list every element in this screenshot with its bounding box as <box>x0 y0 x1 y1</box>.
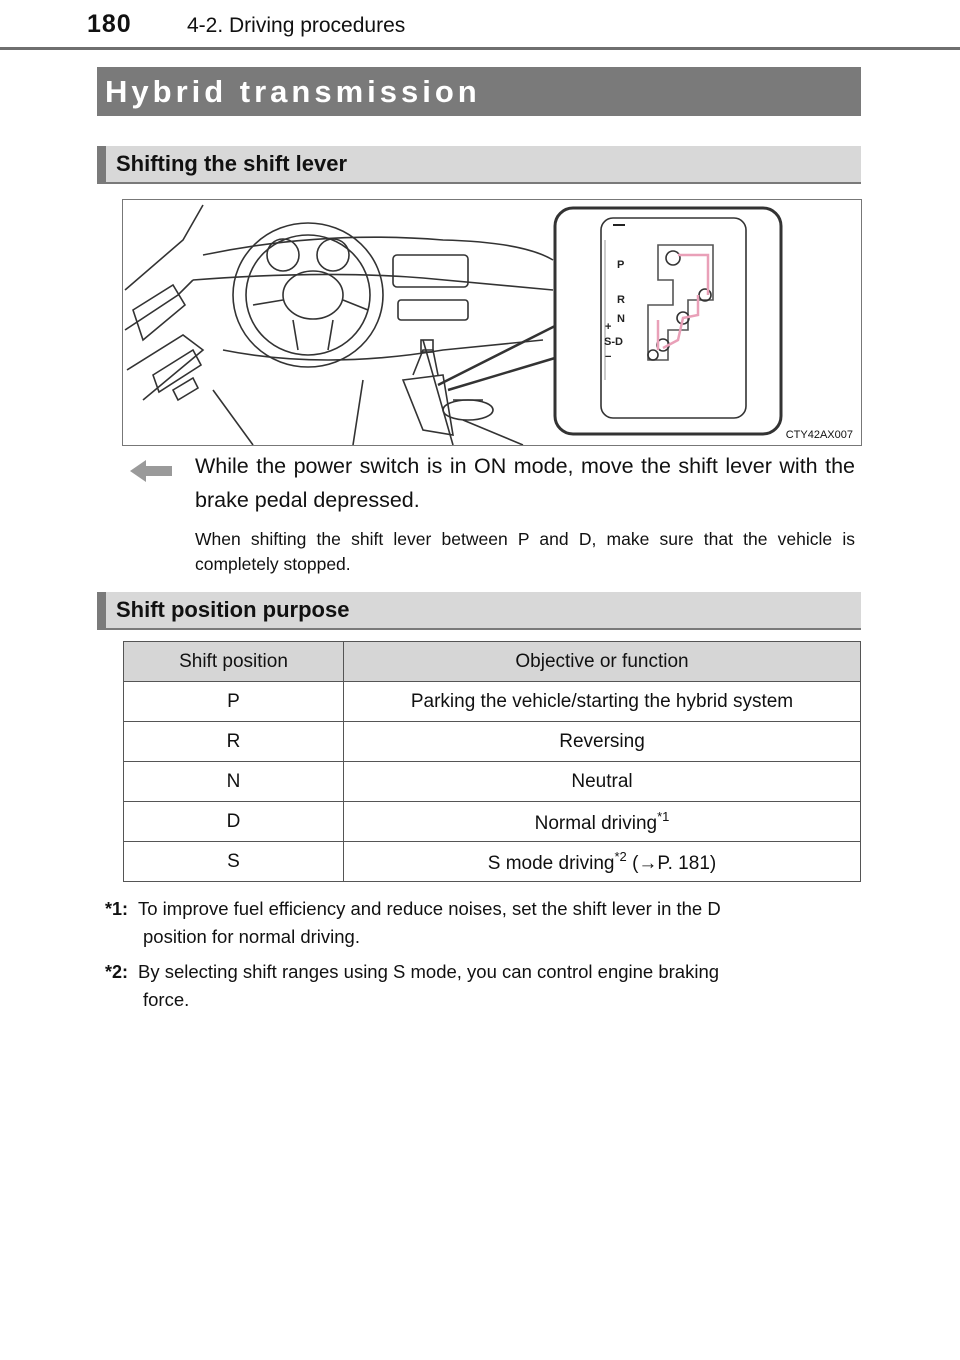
gate-label-r: R <box>617 294 625 306</box>
shift-position-cell: D <box>124 802 344 842</box>
section-title: 4-2. Driving procedures <box>187 14 406 37</box>
car-interior-drawing <box>123 200 861 445</box>
gate-label-plus: + <box>605 321 612 333</box>
shift-position-cell: R <box>124 722 344 762</box>
subheading-purpose: Shift position purpose <box>97 592 861 630</box>
table-row <box>124 722 861 762</box>
gate-label-sd: S-D <box>604 336 623 348</box>
page-number: 180 <box>87 10 132 38</box>
footnote-ref: *1 <box>657 808 670 824</box>
step-instruction: While the power switch is in ON mode, move the shift lever with the brake pedal depressed. <box>195 454 855 512</box>
column-header: Objective or function <box>344 642 861 682</box>
gate-label-minus: − <box>605 351 612 363</box>
function-cell: S mode driving$^{*2}$ (→P. 181) <box>344 842 861 882</box>
table-row <box>124 802 861 842</box>
header-rule <box>0 47 960 50</box>
figure-code: CTY42AX007 <box>785 429 853 441</box>
footnote-text-cont: force. <box>143 989 190 1010</box>
gate-label-n: N <box>617 313 625 325</box>
footnote-text: By selecting shift ranges using S mode, you can control engine braking <box>138 961 720 982</box>
subheading-shifting: Shifting the shift lever <box>97 146 861 184</box>
shift-position-cell: N <box>124 762 344 802</box>
shift-position-table <box>123 641 861 882</box>
footnote-mark: *2: <box>105 962 129 982</box>
footnote-2 <box>105 958 855 1013</box>
column-header: Shift position <box>124 642 344 682</box>
function-cell: Reversing <box>344 722 861 762</box>
table-header-row <box>124 642 861 682</box>
page-title: Hybrid transmission <box>97 67 861 116</box>
shift-position-cell: S <box>124 842 344 882</box>
gate-label-p: P <box>617 259 625 271</box>
page-reference-link[interactable]: (→P. 181) <box>626 852 717 874</box>
step-note: When shifting the shift lever between P and D, make sure that the vehicle is completely stopped. <box>195 529 855 574</box>
table-row <box>124 762 861 802</box>
function-cell: Normal driving$^{*1}$ <box>344 802 861 842</box>
footnote-ref: *2 <box>614 848 627 864</box>
table-row <box>124 842 861 882</box>
footnote-1 <box>105 895 855 950</box>
step-arrow-icon <box>130 458 172 484</box>
table-row <box>124 682 861 722</box>
footnote-mark: *1: <box>105 899 129 919</box>
shift-position-cell: P <box>124 682 344 722</box>
dashboard-illustration <box>122 199 862 446</box>
footnote-text-cont: position for normal driving. <box>143 926 360 947</box>
function-cell: Neutral <box>344 762 861 802</box>
function-cell: Parking the vehicle/starting the hybrid system <box>344 682 861 722</box>
footnote-text: To improve fuel efficiency and reduce noises, set the shift lever in the D <box>138 898 721 919</box>
